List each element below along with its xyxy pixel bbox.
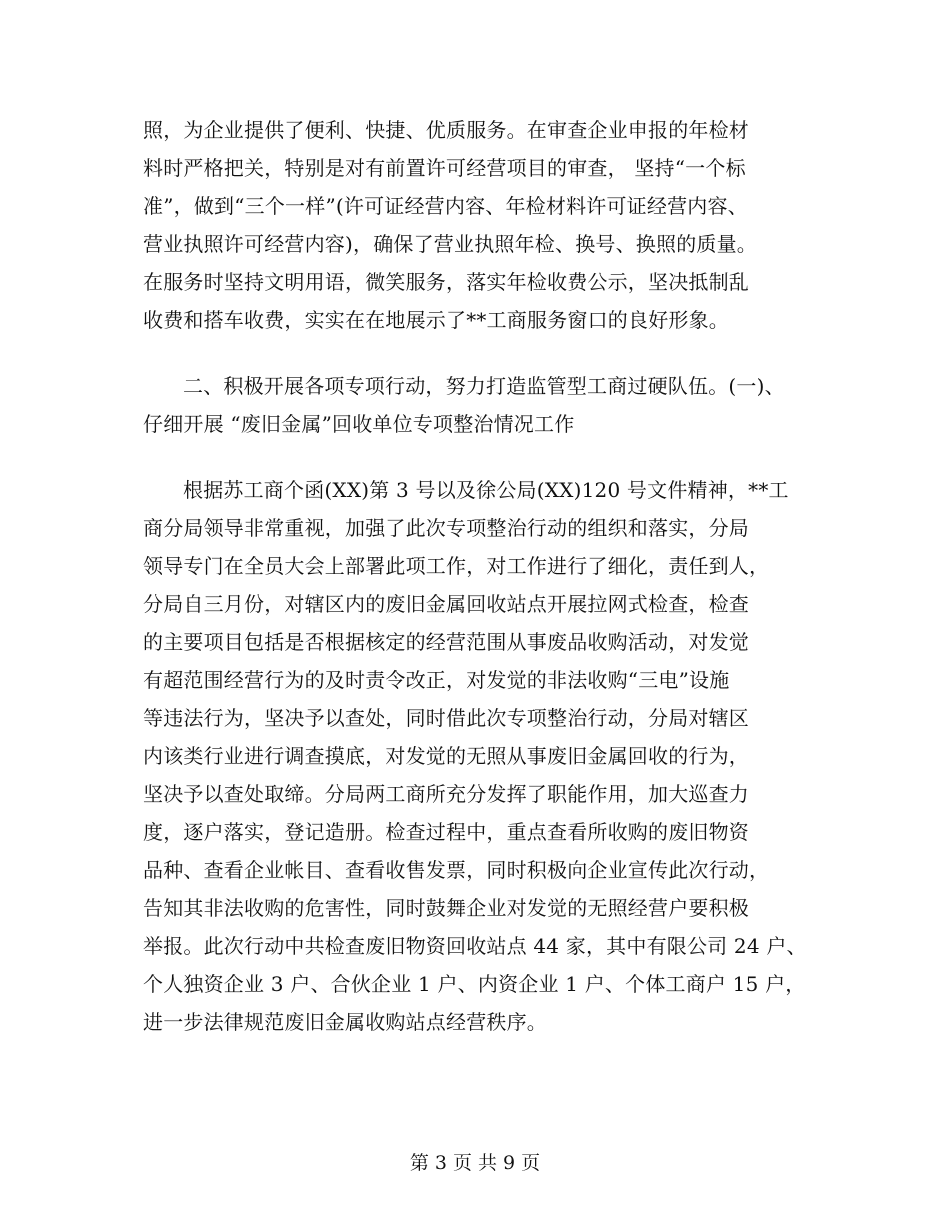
page-number-footer: 第 3 页 共 9 页 <box>409 1152 541 1174</box>
text-line: 准”，做到“三个一样”(许可证经营内容、年检材料许可证经营内容、 <box>143 194 748 218</box>
text-line: 个人独资企业 3 户、合伙企业 1 户、内资企业 1 户、个体工商户 15 户， <box>143 972 806 996</box>
text-line: 在服务时坚持文明用语，微笑服务，落实年检收费公示，坚决抵制乱 <box>143 270 749 294</box>
text-line: 进一步法律规范废旧金属收购站点经营秩序。 <box>143 1010 547 1034</box>
section-heading-line: 仔细开展 “废旧金属”回收单位专项整治情况工作 <box>143 412 575 436</box>
text-line: 料时严格把关，特别是对有前置许可经营项目的审查， 坚持“一个标 <box>143 156 746 180</box>
text-line: 坚决予以查处取缔。分局两工商所充分发挥了职能作用，加大巡查力 <box>143 782 749 806</box>
text-line: 度，逐户落实，登记造册。检查过程中，重点查看所收购的废旧物资 <box>143 820 749 844</box>
text-line: 商分局领导非常重视，加强了此次专项整治行动的组织和落实，分局 <box>143 516 749 540</box>
text-line: 营业执照许可经营内容)，确保了营业执照年检、换号、换照的质量。 <box>143 232 758 256</box>
text-line: 根据苏工商个函(XX)第 3 号以及徐公局(XX)120 号文件精神，**工 <box>183 478 789 502</box>
text-line: 的主要项目包括是否根据核定的经营范围从事废品收购活动，对发觉 <box>143 630 749 654</box>
text-line: 有超范围经营行为的及时责令改正，对发觉的非法收购“三电”设施 <box>143 668 730 692</box>
text-line: 领导专门在全员大会上部署此项工作，对工作进行了细化，责任到人， <box>143 554 770 578</box>
section-heading-line: 二、积极开展各项专项行动，努力打造监管型工商过硬队伍。(一)、 <box>183 374 785 398</box>
text-line: 举报。此次行动中共检查废旧物资回收站点 44 家，其中有限公司 24 户、 <box>143 934 807 958</box>
text-line: 收费和搭车收费，实实在在地展示了**工商服务窗口的良好形象。 <box>143 308 729 332</box>
text-line: 等违法行为，坚决予以查处，同时借此次专项整治行动，分局对辖区 <box>143 706 749 730</box>
text-line: 内该类行业进行调查摸底，对发觉的无照从事废旧金属回收的行为， <box>143 744 749 768</box>
text-line: 分局自三月份，对辖区内的废旧金属回收站点开展拉网式检查，检查 <box>143 592 749 616</box>
text-line: 告知其非法收购的危害性，同时鼓舞企业对发觉的无照经营户要积极 <box>143 896 749 920</box>
text-line: 品种、查看企业帐目、查看收售发票，同时积极向企业宣传此次行动， <box>143 858 770 882</box>
text-line: 照，为企业提供了便利、快捷、优质服务。在审查企业申报的年检材 <box>143 118 749 142</box>
